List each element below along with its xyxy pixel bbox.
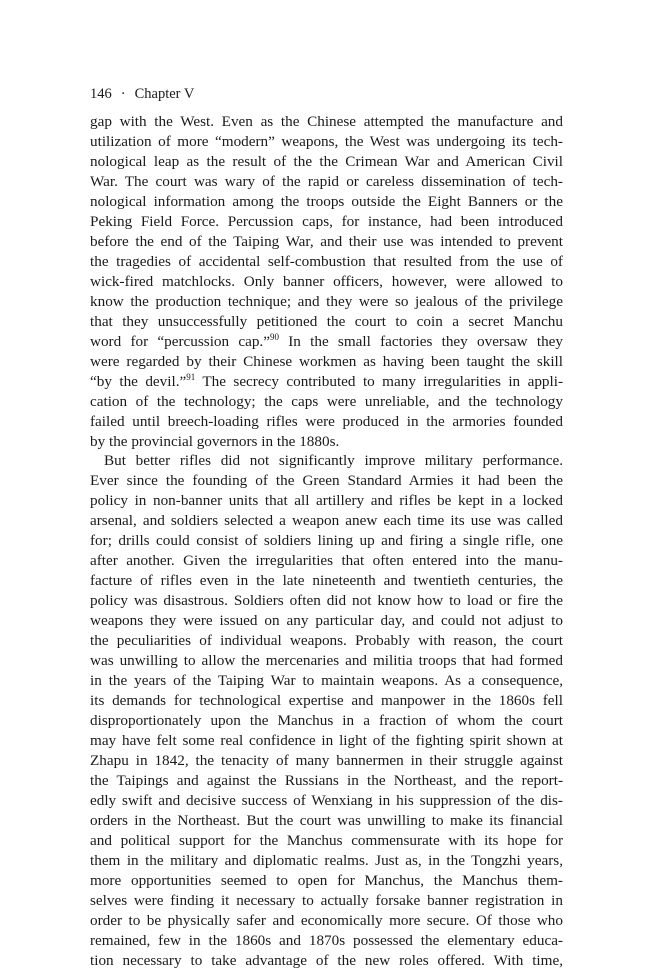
text-line: was unwilling to allow the mercenaries and militia troops that had formed [90,652,563,670]
text-line: the Taipings and against the Russians in the Northeast, and the report- [90,771,563,789]
text-line: know the production technique; and they were so jealous of the privilege [90,292,563,310]
body-text [90,112,563,971]
text-line: after another. Given the irregularities that often entered into the manu- [90,552,563,570]
text-line: by the provincial governors in the 1880s. [90,432,340,450]
footnote-ref: 91 [186,371,196,382]
text-line: weapons they were issued on any particular day, and could not adjust to [90,612,563,630]
chapter-title: Chapter V [134,86,195,102]
text-line: tion necessary to take advantage of the new roles offered. With time, [90,951,563,969]
text-line: may have felt some real confidence in light of the fighting spirit shown at [90,732,563,750]
text-line: them in the military and diplomatic realms. Just as, in the Tongzhi years, [90,851,563,869]
text-line: disproportionately upon the Manchus in a fraction of whom the court [90,712,563,730]
text-line: in the years of the Taiping War to maintain weapons. As a consequence, [90,672,563,690]
text-line: edly swift and decisive success of Wenxiang in his suppression of the dis- [90,791,563,809]
page-number: 146 [90,86,112,102]
text-line: War. The court was wary of the rapid or careless dissemination of tech- [90,172,563,190]
text-line: before the end of the Taiping War, and their use was intended to prevent [90,232,563,250]
text-line: utilization of more “modern” weapons, the West was undergoing its tech- [90,132,563,150]
text-line: Peking Field Force. Percussion caps, for instance, had been introduced [90,212,563,230]
text-line: facture of rifles even in the late nineteenth and twentieth centuries, the [90,572,563,590]
text-line: Zhapu in 1842, the tenacity of many bannermen in their struggle against [90,752,563,769]
text-line: orders in the Northeast. But the court was unwilling to make its financial [90,811,563,829]
text-line: the peculiarities of individual weapons. Probably with reason, the court [90,632,563,650]
text-line: order to be physically safer and economically more secure. Of those who [90,911,563,929]
text-line: But better rifles did not significantly improve military performance. [104,452,563,470]
text-line: policy in non-banner units that all artillery and rifles be kept in a locked [90,492,563,510]
text-line: that they unsuccessfully petitioned the court to coin a secret Manchu [90,312,563,330]
text-line: for; drills could consist of soldiers lining up and firing a single rifle, one [90,532,563,550]
text-line: remained, few in the 1860s and 1870s possessed the elementary educa- [90,931,563,949]
text-line: were regarded by their Chinese workmen as having been taught the skill [90,352,563,370]
text-line: the tragedies of accidental self-combustion that resulted from the use of [90,252,563,270]
text-line: wick-fired matchlocks. Only banner officers, however, were allowed to [90,272,563,290]
text-line: policy was disastrous. Soldiers often did not know how to load or fire the [90,592,563,610]
text-line: its demands for technological expertise and manpower in the 1860s fell [90,692,563,710]
text-line: “by the devil.”$^{91}$ The secrecy contributed to many irregularities in appli- [90,371,563,390]
text-line: failed until breech-loading rifles were produced in the armories founded [90,412,563,430]
text-line: more opportunities seemed to open for Manchus, the Manchus them- [90,871,563,889]
text-line: nological information among the troops outside the Eight Banners or the [90,192,563,210]
running-head [90,84,194,104]
text-line: word for “percussion cap.”$^{90}$ In the small factories they oversaw they [90,331,564,350]
header-separator: · [120,86,126,102]
text-line: selves were finding it necessary to actually forsake banner registration in [90,891,563,909]
footnote-ref: 90 [269,331,279,342]
text-line: Ever since the founding of the Green Standard Armies it had been the [90,472,563,490]
text-line: and political support for the Manchus commensurate with its hope for [90,831,563,849]
text-line: arsenal, and soldiers selected a weapon anew each time its use was called [90,512,563,530]
text-line: nological leap as the result of the the Crimean War and American Civil [90,152,563,170]
text-line: gap with the West. Even as the Chinese attempted the manufacture and [90,113,563,130]
text-line: cation of the technology; the caps were unreliable, and the technology [90,392,563,410]
